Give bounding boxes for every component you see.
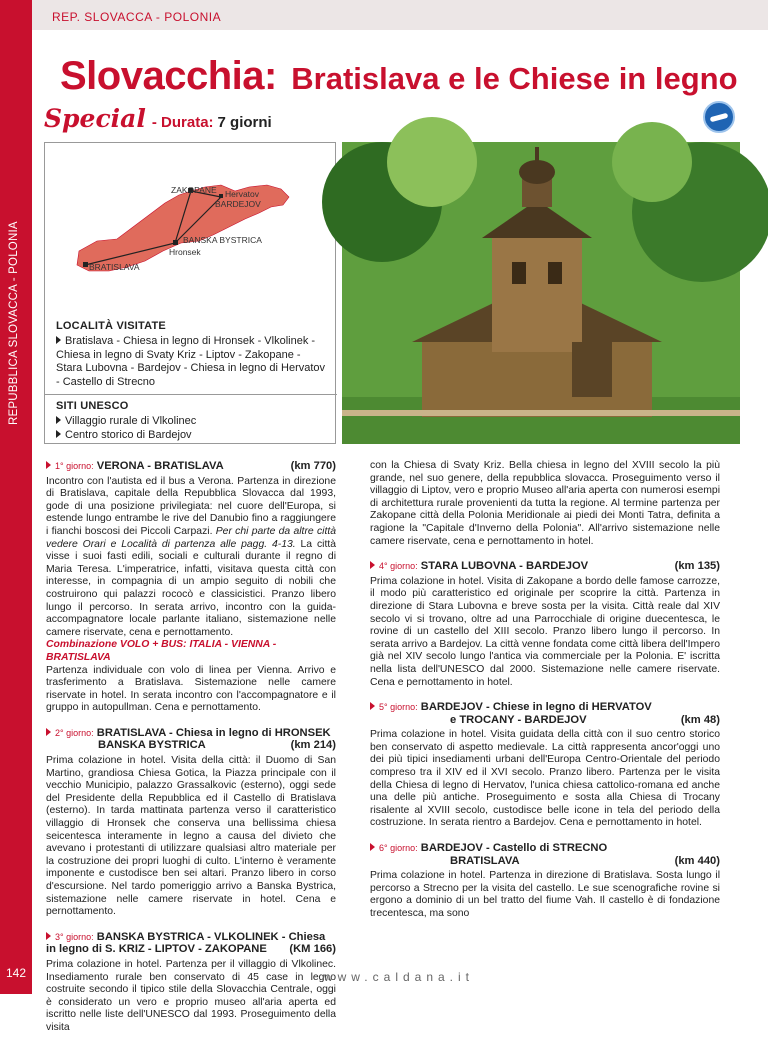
day-text: Prima colazione in hotel. Visita di Zakopane a bordo delle famose carrozze, il modo più caratteristico ed originale per scoprire la città. Partenza in direzione di Stara Lubovna e breve sosta per la visita. Città reale dal XIV secolo vi si trovano, oltre ad una Parrocchiale di origine duecentesca, le rovine di un castello del XIII secolo. Pranzo libero lungo il percorso. In serata arrivo a Bardejov. La città venne fondata come città libera dell'Impero già nel XIV secolo lungo l'antica via commerciale per la Polonia. E' iscritta nella lista dell'UNESCO dal 2000. Sistemazione nelle camere riservate. Cena e pernottamento in hotel.: [370, 575, 720, 688]
bullet-icon: [370, 843, 375, 851]
bullet-icon: [46, 728, 51, 736]
title-sub: Bratislava e le Chiese in legno: [291, 61, 738, 96]
map-label-bratislava: BRATISLAVA: [89, 262, 140, 272]
bullet-icon: [56, 336, 61, 344]
itinerary-column-1: [46, 460, 336, 1047]
bus-logo-icon: [703, 101, 735, 133]
unesco-item: Centro storico di Bardejov: [56, 429, 328, 443]
day-text: Prima colazione in hotel. Partenza in direzione di Bratislava. Sosta lungo il percorso a Strecno per la visita del castello. Le sue scenografiche rovine si ergono a dominio di un bel tratto del fiume Vah. Il castello è di fondazione trecentesca, ma sono: [370, 870, 720, 919]
itinerary-column-2: [370, 460, 720, 933]
day-heading: 4° giorno: STARA LUBOVNA - BARDEJOV (km 135): [370, 560, 720, 573]
durata-label: - Durata:: [151, 114, 214, 131]
church-illustration: [342, 142, 740, 444]
map-label-banska: BANSKA BYSTRICA: [183, 235, 262, 245]
day-3-cont: [370, 460, 720, 548]
bullet-icon: [46, 932, 51, 940]
top-accent: [0, 0, 32, 30]
city-marker-bratislava: [83, 262, 88, 267]
localita-title: LOCALITÀ VISITATE: [56, 320, 166, 332]
day-text: Incontro con l'autista ed il bus a Verona. Partenza in direzione di Bratislava, capitale della Repubblica Slovacca dal 1993, gode di una posizione privilegiata: nel cuore dell'Europa, si estende lungo entrambe le rive del Danubio fino a raggiungere i fianchi boscosi dei Piccoli Carpazi. Per chi parte da altre città vedere Orari e Località di partenza alle pagg. 4-13. La città visse i suoi fasti edili, sociali e culturali durante il regno di Maria Teresa. L'imperatrice, infatti, visitava questa città con interesse, in compagnia di un ampio seguito di nobili che costruirono qui palazzi rococò e classicistici. Pranzo libero lungo il percorso. In serata arrivo, incontro con la guida-accompagnatore locale parlante italiano, sistemazione nelle camere riservate, cena e pernottamento.: [46, 475, 336, 638]
title-main: Slovacchia:: [60, 54, 277, 98]
page-title: [60, 54, 738, 99]
city-marker-banska: [173, 240, 178, 245]
day-4: [370, 560, 720, 689]
map-label-bardejov: BARDEJOV: [215, 199, 261, 209]
day-heading: 6° giorno: BARDEJOV - Castello di STRECNO BRATISLAVA (km 440): [370, 842, 720, 867]
day-text: Prima colazione in hotel. Partenza per il villaggio di Vlkolinec. Insediamento rurale ben conservato di 45 case in legno costruite secondo il tipico stile della Slovacchia Centrale, oggi è considerato un vero e proprio museo all'aria aperta ed iscritto nelle liste dell'UNESCO dal 1993. Proseguimento della visita: [46, 958, 336, 1033]
unesco-item: Villaggio rurale di Vlkolinec: [56, 415, 328, 429]
map-label-zakopane: ZAKOPANE: [171, 185, 217, 195]
localita-text: Bratislava - Chiesa in legno di Hronsek - Vlkolinek - Chiesa in legno di Svaty Kriz - Liptov - Zakopane - Stara Lubovna - Bardejov - Chiesa in legno di Hervatov - Castello di Strecno: [56, 335, 326, 388]
divider: [45, 394, 337, 395]
page-number: 142: [5, 966, 27, 980]
day-5: [370, 701, 720, 830]
day-text: Prima colazione in hotel. Visita guidata della città con il suo centro storico ben conservato di aspetto medievale. La città rappresenta ancor'oggi uno dei più tipici insediamenti urbani dell'Europa Centro-Orientale del periodo compreso tra il XIV ed il XVI secolo. Pranzo libero. Partenza per le visita della Chiesa di legno di Hervatov, l'unica chiesa cattolico-romana ed anche una delle più antiche. Proseguimento e sosta alla Chiesa di Trocany risalente al XVIII secolo, custodisce belle icone in tela del periodo della costruzione. In serata rientro a Bardejov. Cena e pernottamento in hotel.: [370, 729, 720, 829]
map-box: [44, 142, 336, 444]
special-row: [44, 104, 272, 133]
footer-url: www.caldana.it: [323, 970, 475, 984]
map-label-hronsek: Hronsek: [169, 247, 201, 257]
section-title: REP. SLOVACCA - POLONIA: [52, 10, 222, 24]
day-text: con la Chiesa di Svaty Kriz. Bella chiesa in legno del XVIII secolo la più grande, nel suo genere, della repubblica slovacca. Proseguimento verso il villaggio di Liptov, vero e proprio Museo all'aria aperta con numerosi esempi di architettura rurale provenienti da tutta la regione. Al termine partenza per Zakopane città della Polonia Meridionale ai piedi dei Monti Tatra, definita a ragione la "Capitale d'Inverno della Polonia". All'arrivo sistemazione nelle camere riservate, cena e pernottamento in hotel.: [370, 460, 720, 547]
bullet-icon: [370, 702, 375, 710]
wooden-church-photo: [342, 142, 740, 444]
slovakia-map: [45, 143, 335, 313]
day-heading: 5° giorno: BARDEJOV - Chiese in legno di HERVATOV e TROCANY - BARDEJOV (km 48): [370, 701, 720, 726]
left-strip: [0, 30, 32, 994]
bullet-icon: [56, 416, 61, 424]
day-1: [46, 460, 336, 715]
day-heading: 2° giorno: BRATISLAVA - Chiesa in legno di HRONSEK BANSKA BYSTRICA (km 214): [46, 727, 336, 752]
top-bar: [0, 0, 768, 30]
city-marker-bardejov: [219, 194, 223, 198]
unesco-title: SITI UNESCO: [56, 400, 129, 412]
day-2: [46, 727, 336, 919]
bullet-icon: [370, 561, 375, 569]
special-label: Special: [44, 104, 146, 133]
durata-value: 7 giorni: [217, 114, 272, 131]
combo-title: Combinazione VOLO + BUS: ITALIA - VIENNA - BRATISLAVA: [46, 639, 277, 663]
map-label-hervatov: Hervatov: [225, 189, 260, 199]
day-heading: 3° giorno: BANSKA BYSTRICA - VLKOLINEK - Chiesa in legno di S. KRIZ - LIPTOV - ZAKOPANE (KM 166): [46, 930, 336, 956]
side-label: REPUBBLICA SLOVACCA - POLONIA: [8, 221, 20, 425]
bullet-icon: [46, 461, 51, 469]
day-heading: 1° giorno: VERONA - BRATISLAVA (km 770): [46, 460, 336, 473]
combo-text: Partenza individuale con volo di linea per Vienna. Arrivo e trasferimento a Bratislava. Sistemazione nelle camere riservate in hotel. In serata incontro con l'accompagnatore e il gruppo in autopullman. Cena e pernottamento.: [46, 664, 336, 714]
bullet-icon: [56, 430, 61, 438]
day-6: [370, 842, 720, 921]
localita-box: [56, 320, 328, 442]
day-text: Prima colazione in hotel. Visita della città: il Duomo di San Martino, grandiosa Chiesa Gotica, la Piazza principale con il vecchio Municipio, palazzo Grassalkovic (esterno), oggi sede del Presidente della Repubblica ed il Castello di Bratislava (esterno). In tarda mattinata partenza verso il caratteristico villaggio di Hronsek che conserva una bellissima chiesa seicentesca interamente in legno a causa del divieto che avevano i protestanti di utilizzare qualsiasi altro materiale per la costruzione dei propri luoghi di culto. L'interno è veramente imponente e custodisce ben sei altari. Pranzo libero in corso d'escursione. Nel tardo pomeriggio arrivo a Banska Bystrica, sistemazione nelle camere riservate in hotel. Cena e pernottamento.: [46, 755, 336, 918]
